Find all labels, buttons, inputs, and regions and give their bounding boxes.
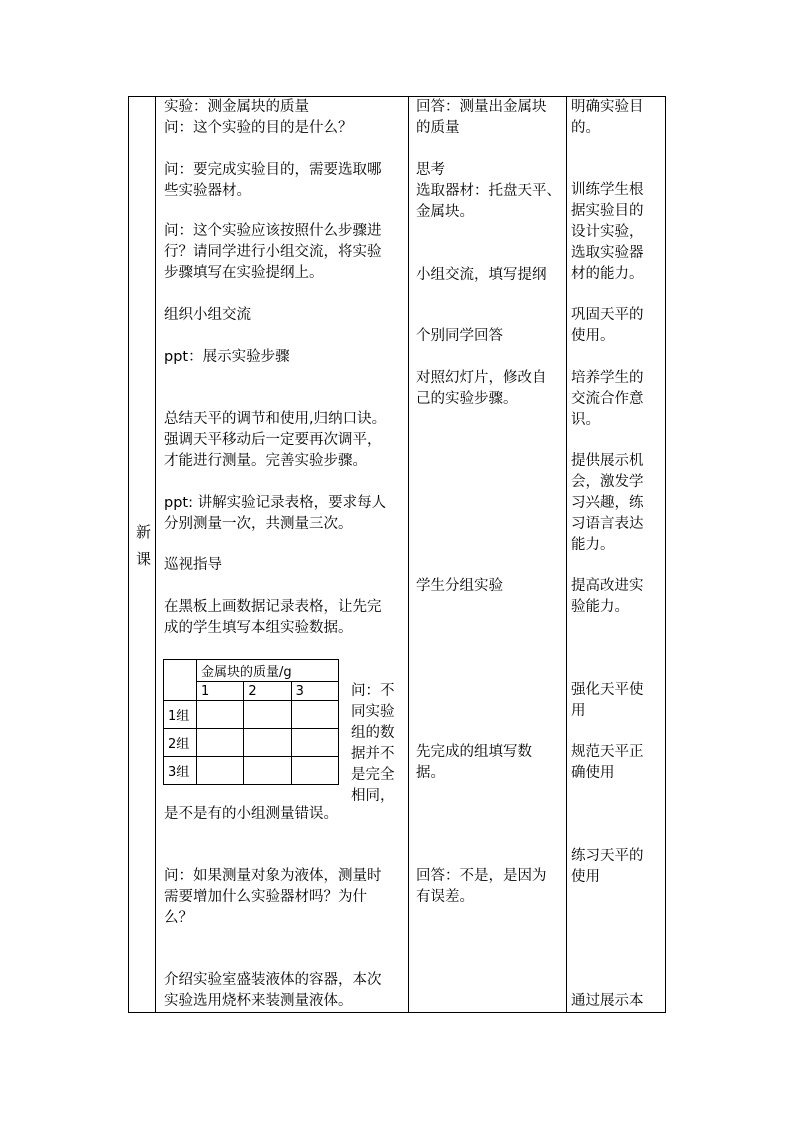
side-question-line: 相同， xyxy=(351,788,395,804)
table-cell xyxy=(291,701,338,729)
intent-line: 材的能力。 xyxy=(571,266,644,282)
table-row xyxy=(164,757,339,785)
student-line: 回答：测量出金属块 xyxy=(416,99,547,115)
intent-line: 选取实验器 xyxy=(571,245,644,261)
teacher-line: 么？ xyxy=(164,910,193,926)
teacher-line: 问：这个实验应该按照什么步骤进 xyxy=(164,223,382,239)
teacher-line: 组织小组交流 xyxy=(164,307,251,323)
teacher-line: 强调天平移动后一定要再次调平， xyxy=(164,432,382,448)
side-question-line: 组的数 xyxy=(351,725,395,741)
teacher-line: 步骤填写在实验提纲上。 xyxy=(164,265,324,281)
student-line: 回答：不是，是因为 xyxy=(416,868,547,884)
side-question-line: 问：不 xyxy=(351,683,395,699)
table-cell xyxy=(291,757,338,785)
column-divider xyxy=(408,97,409,1012)
intent-line: 的。 xyxy=(571,120,600,136)
intent-line: 设计实验， xyxy=(571,224,644,240)
table-cell xyxy=(197,757,244,785)
teacher-line: 成的学生填写本组实验数据。 xyxy=(164,620,353,636)
side-question-line: 是完全 xyxy=(351,767,395,783)
side-question-line: 据并不 xyxy=(351,746,395,762)
teacher-line: 分别测量一次，共测量三次。 xyxy=(164,516,353,532)
table-column-header: 2 xyxy=(244,682,291,701)
table-header: 金属块的质量/g xyxy=(197,660,339,682)
intent-line: 巩固天平的 xyxy=(571,307,644,323)
intent-line: 会，激发学 xyxy=(571,474,644,490)
table-cell xyxy=(291,729,338,757)
student-line: 学生分组实验 xyxy=(416,578,503,594)
section-label-char: 课 xyxy=(136,550,152,568)
student-line: 金属块。 xyxy=(416,204,474,220)
teacher-line: 是不是有的小组测量错误。 xyxy=(164,806,338,822)
intent-line: 能力。 xyxy=(571,537,615,553)
section-label-column xyxy=(129,97,156,1012)
table-row-label: 3组 xyxy=(164,757,197,785)
table-column-header: 3 xyxy=(291,682,338,701)
student-line: 据。 xyxy=(416,765,445,781)
teacher-line: 些实验器材。 xyxy=(164,183,251,199)
intent-line: 规范天平正 xyxy=(571,744,644,760)
student-line: 的质量 xyxy=(416,120,460,136)
intent-line: 提供展示机 xyxy=(571,453,644,469)
intent-line: 据实验目的 xyxy=(571,203,644,219)
intent-line: 识。 xyxy=(571,412,600,428)
intent-line: 明确实验目 xyxy=(571,99,644,115)
table-row xyxy=(164,729,339,757)
table-row xyxy=(164,701,339,729)
intent-line: 验能力。 xyxy=(571,599,629,615)
student-line: 对照幻灯片，修改自 xyxy=(416,370,547,386)
teacher-line: 需要增加什么实验器材吗？为什 xyxy=(164,889,367,905)
table-row-label: 1组 xyxy=(164,701,197,729)
teacher-line: 问：如果测量对象为液体，测量时 xyxy=(164,868,382,884)
intent-line: 交流合作意 xyxy=(571,391,644,407)
intent-line: 提高改进实 xyxy=(571,578,644,594)
table-row-label: 2组 xyxy=(164,729,197,757)
intent-line: 强化天平使 xyxy=(571,682,644,698)
teacher-line: 实验：测金属块的质量 xyxy=(164,99,309,115)
student-line: 先完成的组填写数 xyxy=(416,744,532,760)
intent-line: 习语言表达 xyxy=(571,516,644,532)
intent-line: 确使用 xyxy=(571,765,615,781)
intent-line: 使用 xyxy=(571,869,600,885)
table-cell xyxy=(197,729,244,757)
table-cell xyxy=(244,757,291,785)
teacher-line: 问：要完成实验目的，需要选取哪 xyxy=(164,162,382,178)
teacher-line: ppt: 讲解实验记录表格，要求每人 xyxy=(164,495,387,511)
student-line: 个别同学回答 xyxy=(416,328,503,344)
data-record-table xyxy=(163,659,339,785)
intent-line: 使用。 xyxy=(571,328,615,344)
student-line: 选取器材：托盘天平、 xyxy=(416,183,561,199)
student-line: 己的实验步骤。 xyxy=(416,391,518,407)
table-corner-cell xyxy=(164,660,197,701)
column-divider xyxy=(566,97,567,1012)
table-cell xyxy=(244,701,291,729)
teacher-line: 行？请同学进行小组交流，将实验 xyxy=(164,244,382,260)
table-cell xyxy=(197,701,244,729)
intent-line: 用 xyxy=(571,703,586,719)
teacher-line: ppt：展示实验步骤 xyxy=(164,349,290,365)
teacher-line: 总结天平的调节和使用,归纳口诀。 xyxy=(164,411,387,427)
student-line: 有误差。 xyxy=(416,889,474,905)
student-line: 思考 xyxy=(416,162,445,178)
intent-line: 习兴趣，练 xyxy=(571,495,644,511)
teacher-line: 实验选用烧杯来装测量液体。 xyxy=(164,993,353,1009)
table-cell xyxy=(244,729,291,757)
student-line: 小组交流，填写提纲 xyxy=(416,267,547,283)
table-column-header: 1 xyxy=(197,682,244,701)
intent-line: 通过展示本 xyxy=(571,993,644,1009)
teacher-line: 问：这个实验的目的是什么？ xyxy=(164,120,353,136)
section-label-char: 新 xyxy=(136,523,152,541)
side-question-line: 同实验 xyxy=(351,704,395,720)
intent-line: 训练学生根 xyxy=(571,182,644,198)
teacher-line: 在黑板上画数据记录表格，让先完 xyxy=(164,599,382,615)
intent-line: 培养学生的 xyxy=(571,370,644,386)
teacher-line: 巡视指导 xyxy=(164,557,222,573)
intent-line: 练习天平的 xyxy=(571,848,644,864)
teacher-line: 介绍实验室盛装液体的容器，本次 xyxy=(164,972,382,988)
teacher-line: 才能进行测量。完善实验步骤。 xyxy=(164,453,367,469)
